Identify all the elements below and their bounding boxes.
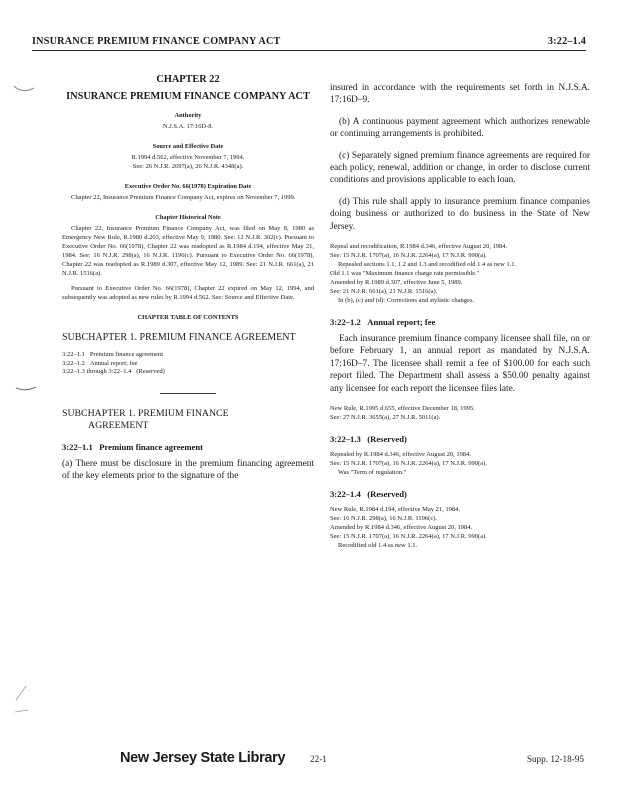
- source-line: See: 26 N.J.R. 2697(a), 26 N.J.R. 4348(a).: [132, 163, 244, 170]
- section-number: 3:22–1.4: [330, 489, 361, 500]
- history-line: See: 15 N.J.R. 1707(a), 16 N.J.R. 2264(a), 17 N.J.R. 990(a).: [330, 252, 487, 260]
- paragraph-b: (b) A continuous payment agreement which authorizes renewable or continuing arrangements is prohibited.: [330, 116, 590, 140]
- historical-note-heading: Chapter Historical Note: [155, 214, 221, 221]
- history-line: New Rule, R.1984 d.194, effective May 21, 1984.: [330, 506, 461, 514]
- history-line: Old 1.1 was "Maximum finance charge rate permissible.": [330, 270, 480, 278]
- toc-list: [62, 351, 314, 377]
- history-note: [330, 505, 590, 550]
- toc-section-number: 3:22–1.3 through 3:22–1.4: [62, 368, 132, 375]
- section-title: (Reserved): [367, 489, 407, 500]
- margin-mark-icon: [14, 384, 40, 396]
- margin-mark-icon: [12, 684, 32, 718]
- history-line: See: 27 N.J.R. 3655(a), 27 N.J.R. 5011(a).: [330, 414, 441, 422]
- toc-section-title: (Reserved): [136, 368, 165, 375]
- paragraph-a: (a) There must be disclosure in the premium financing agreement of the key elements prior to the signature of the: [62, 458, 314, 481]
- executive-order-text: Chapter 22, Insurance Premium Finance Company Act, expires on November 7, 1999.: [71, 194, 296, 201]
- authority-heading: Authority: [174, 112, 202, 119]
- subchapter-heading: [62, 408, 314, 432]
- authority-text: N.J.S.A. 17:16D-8.: [162, 123, 214, 130]
- history-line: Amended by R.1984 d.346, effective August 20, 1984.: [330, 524, 473, 532]
- running-header: [32, 36, 586, 50]
- header-section-range: 3:22–1.4: [547, 36, 586, 47]
- toc-row[interactable]: [62, 368, 314, 377]
- margin-mark-icon: [12, 82, 38, 96]
- history-line: In (b), (c) and (d): Corrections and stylistic changes.: [338, 297, 475, 305]
- toc-section-number: 3:22–1.2: [62, 359, 85, 367]
- toc-subchapter: SUBCHAPTER 1. PREMIUM FINANCE AGREEMENT: [62, 332, 296, 343]
- toc-row[interactable]: [62, 351, 314, 360]
- history-line: Amended by R.1989 d.307, effective June 5, 1989.: [330, 279, 463, 287]
- executive-order-heading: Executive Order No. 66(1978) Expiration Date: [124, 183, 252, 190]
- section-number: 3:22–1.3: [330, 434, 361, 445]
- subchapter-heading-line: SUBCHAPTER 1. PREMIUM FINANCE: [62, 407, 229, 419]
- history-line: New Rule, R.1995 d.655, effective December 18, 1995.: [330, 405, 475, 413]
- toc-section-title: Annual report; fee: [89, 359, 138, 367]
- section-heading: [330, 317, 590, 327]
- historical-note-paragraph: Chapter 22, Insurance Premium Finance Company Act, was filed on May 8, 1980 as Emergency New Rule, R.1980 d.203, effective May 9, 1980. See: 12 N.J.R. 302(c). Pursuant to Executive Order No. 66(1978), Chapter 22 was readopted as R.1984 d.194, effective May 21, 1984. See: 16 N.J.R. 298(a), 16 N.J.R. 1196(c). Pursuant to Executive Order No. 66(1978), Chapter 22 was readopted as R.1989 d.307, effective May 12, 1989. See: 21 N.J.R. 661(a), 21 N.J.R. 1516(a).: [62, 225, 314, 277]
- paragraph-a-continued: insured in accordance with the requirements set forth in N.J.S.A. 17:16D–9.: [330, 83, 590, 106]
- history-line: See: 16 N.J.R. 298(a), 16 N.J.R. 1196(c).: [330, 515, 437, 523]
- left-column: [62, 74, 314, 482]
- paragraph-c: (c) Separately signed premium finance agreements are required for each policy, renewal, addition or change, in order to disclose current conditions and provisions applicable to each loan.: [330, 150, 590, 186]
- supplement-date: Supp. 12-18-95: [526, 754, 584, 764]
- section-title: Premium finance agreement: [99, 441, 203, 452]
- history-line: See: 15 N.J.R. 1707(a), 16 N.J.R. 2264(a), 17 N.J.R. 990(a).: [330, 533, 487, 541]
- history-line: Was "Term of regulation.": [338, 469, 407, 477]
- library-stamp: New Jersey State Library: [120, 750, 286, 766]
- section-heading: [62, 442, 314, 452]
- chapter-number: CHAPTER 22: [156, 74, 220, 85]
- toc-section-title: Premium finance agreement: [89, 351, 164, 358]
- page-number: 22-1: [310, 754, 327, 764]
- subchapter-heading-line: AGREEMENT: [88, 419, 149, 431]
- header-rule: [32, 50, 586, 51]
- header-title: INSURANCE PREMIUM FINANCE COMPANY ACT: [32, 36, 281, 47]
- right-column: [330, 82, 590, 550]
- section-divider: [160, 393, 216, 394]
- section-number: 3:22–1.1: [62, 441, 93, 452]
- section-heading: [330, 434, 590, 444]
- section-title: Annual report; fee: [367, 317, 436, 328]
- history-note: [330, 404, 590, 422]
- history-line: Recodified old 1.4 as new 1.1.: [338, 542, 418, 550]
- history-line: See: 21 N.J.R. 661(a), 21 N.J.R. 1516(a).: [330, 288, 438, 296]
- historical-note-paragraph: Pursuant to Executive Order No. 66(1978), Chapter 22 expired on May 12, 1994, and subsequently was adopted as new rules by R.1994 d.562. See: Source and Effective Date.: [62, 285, 314, 301]
- section-heading: [330, 489, 590, 499]
- history-note: [330, 242, 590, 305]
- toc-heading: CHAPTER TABLE OF CONTENTS: [137, 314, 239, 321]
- section-title: (Reserved): [367, 434, 407, 445]
- section-body: Each insurance premium finance company licensee shall file, on or before February 1, an annual report as mandated by N.J.S.A. 17:16D–7. The licensee shall remit a fee of $100.00 for each such report filed. The Department shall assess a $50.00 penalty against any licensee for each report the licensee files late.: [330, 334, 590, 394]
- source-line: R.1994 d.562, effective November 7, 1994.: [131, 154, 245, 161]
- history-line: Repealed by R.1984 d.346, effective August 20, 1984.: [330, 451, 472, 459]
- source-heading: Source and Effective Date: [152, 143, 224, 150]
- history-line: Repealed sections 1.1, 1.2 and 1.3 and recodified old 1.4 as new 1.1.: [338, 261, 517, 269]
- chapter-title: INSURANCE PREMIUM FINANCE COMPANY ACT: [66, 91, 310, 102]
- history-note: [330, 450, 590, 477]
- section-number: 3:22–1.2: [330, 317, 361, 328]
- toc-section-number: 3:22–1.1: [62, 351, 85, 358]
- history-line: See: 15 N.J.R. 1707(a), 16 N.J.R. 2264(a), 17 N.J.R. 990(a).: [330, 460, 487, 468]
- toc-row[interactable]: [62, 360, 314, 369]
- history-line: Repeal and recodification, R.1984 d.346, effective August 20, 1984.: [330, 243, 508, 251]
- paragraph-d: (d) This rule shall apply to insurance premium finance companies doing business or authorized to do business in the State of New Jersey.: [330, 196, 590, 232]
